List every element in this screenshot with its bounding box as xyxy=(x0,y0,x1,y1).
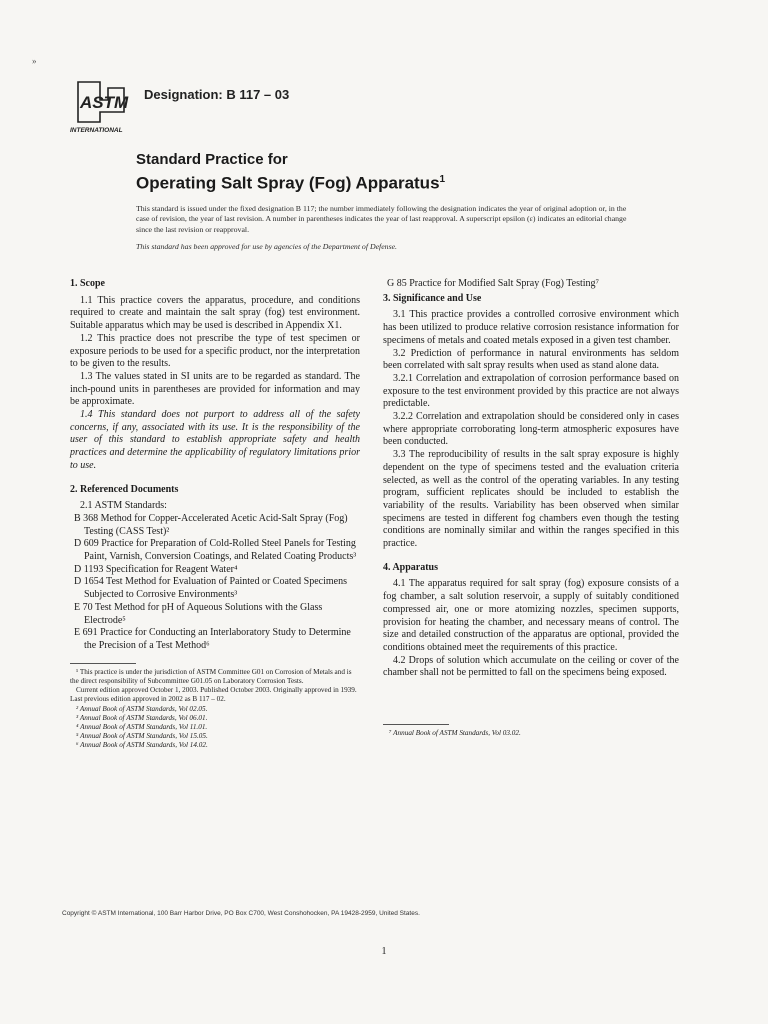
reference-item: D 609 Practice for Preparation of Cold-Rolled Steel Panels for Testing Paint, Varnish, Conversion Coatings, and Related Coating Products³ xyxy=(74,538,357,563)
paragraph-3-2-2: 3.2.2 Correlation and extrapolation should be considered only in cases where appropriate corroborating long-term atmospheric exposures have been conducted. xyxy=(383,411,679,448)
reference-item: B 368 Method for Copper-Accelerated Acetic Acid-Salt Spray (Fog) Testing (CASS Test)² xyxy=(74,512,348,537)
section-heading-apparatus: 4. Apparatus xyxy=(383,561,439,573)
document-header xyxy=(64,78,724,134)
svg-text:ASTM: ASTM xyxy=(80,93,129,112)
paragraph-4-2: 4.2 Drops of solution which accumulate on the ceiling or cover of the chamber shall not be permitted to fall on the specimens being exposed. xyxy=(383,654,679,679)
footnote: ² Annual Book of ASTM Standards, Vol 02.05. xyxy=(76,704,208,713)
title-footnote-mark: 1 xyxy=(439,174,446,185)
paragraph-3-2: 3.2 Prediction of performance in natural environments has seldom been correlated with salt spray results when used as stand alone data. xyxy=(383,347,679,372)
reference-item: D 1193 Specification for Reagent Water⁴ xyxy=(74,563,238,575)
paragraph-2-1: 2.1 ASTM Standards: xyxy=(80,500,167,512)
paragraph-1-3: 1.3 The values stated in SI units are to be regarded as standard. The inch-pound units in parentheses are provided for information and may be approximate. xyxy=(70,370,360,408)
section-heading-scope: 1. Scope xyxy=(70,278,105,289)
left-column xyxy=(70,278,360,751)
footnotes xyxy=(383,729,679,738)
reference-item: E 70 Test Method for pH of Aqueous Solutions with the Glass Electrode⁵ xyxy=(74,601,323,626)
scan-mark: » xyxy=(32,56,37,66)
copyright-line: Copyright © ASTM International, 100 Barr Harbor Drive, PO Box C700, West Conshohocken, PA 19428-2959, United States. xyxy=(62,910,420,917)
svg-text:INTERNATIONAL: INTERNATIONAL xyxy=(70,127,123,134)
right-column xyxy=(383,278,679,738)
footnotes xyxy=(70,668,360,751)
footnote: Current edition approved October 1, 2003. Published October 2003. Originally approved in 1939. Last previous edition approved in 2002 as B 117 – 02. xyxy=(70,686,357,704)
footnote: ⁴ Annual Book of ASTM Standards, Vol 11.01. xyxy=(76,722,208,731)
designation: Designation: B 117 – 03 xyxy=(144,87,290,102)
footnote: ⁷ Annual Book of ASTM Standards, Vol 03.02. xyxy=(389,729,521,738)
paragraph-3-3: 3.3 The reproducibility of results in the salt spray exposure is highly dependent on the type of specimens tested and the evaluation criteria selected, as well as the control of the operating variables. In any testing program, sufficient replicates should be included to establish the variability of the results. Variability has been observed when similar specimens are tested in different fog chambers even though the testing conditions are nominally similar and within the ranges specified in this practice. xyxy=(383,449,679,550)
section-heading-references: 2. Referenced Documents xyxy=(70,483,179,495)
title-text: Operating Salt Spray (Fog) Apparatus xyxy=(136,173,440,193)
paragraph-3-1: 3.1 This practice provides a controlled corrosive environment which has been utilized to produce relative corrosion resistance information for specimens of metals and coated metals exposed in a given test chamber. xyxy=(383,309,679,346)
title-line-2 xyxy=(136,169,656,194)
title-line-1: Standard Practice for xyxy=(136,151,288,168)
dod-note: This standard has been approved for use by agencies of the Department of Defense. xyxy=(136,242,398,252)
astm-logo-icon xyxy=(64,78,134,134)
title-block xyxy=(136,150,656,251)
footnote: ¹ This practice is under the jurisdiction of ASTM Committee G01 on Corrosion of Metals and is the direct responsibility of Subcommittee G01.05 on Laboratory Corrosion Tests. xyxy=(70,667,352,685)
section-heading-significance: 3. Significance and Use xyxy=(383,292,482,304)
paragraph-1-1: 1.1 This practice covers the apparatus, procedure, and conditions required to create and maintain the salt spray (fog) test environment. Suitable apparatus which may be used is described in Appendix X1. xyxy=(70,294,360,332)
issue-note: This standard is issued under the fixed designation B 117; the number immediately following the designation indicates the year of original adoption or, in the case of revision, the year of last revision. A number in parentheses indicates the year of last reapproval. A superscript epsilon (ε) indicates an editorial change since the last revision or reapproval. xyxy=(136,203,627,234)
reference-item: G 85 Practice for Modified Salt Spray (Fog) Testing⁷ xyxy=(387,278,600,289)
reference-item: E 691 Practice for Conducting an Interlaboratory Study to Determine the Precision of a Test Method⁶ xyxy=(74,627,351,651)
footnote: ⁶ Annual Book of ASTM Standards, Vol 14.02. xyxy=(76,741,208,750)
paragraph-1-2: 1.2 This practice does not prescribe the type of test specimen or exposure periods to be used for a specific product, nor the interpretation to be given to the results. xyxy=(70,332,360,370)
page-number: 1 xyxy=(381,946,387,957)
footnote-divider xyxy=(70,663,136,664)
footnote: ³ Annual Book of ASTM Standards, Vol 06.01. xyxy=(76,713,208,722)
footnote: ⁵ Annual Book of ASTM Standards, Vol 15.05. xyxy=(76,732,208,741)
footnote-divider xyxy=(383,724,449,725)
paragraph-3-2-1: 3.2.1 Correlation and extrapolation of corrosion performance based on exposure to the test environment provided by this practice are not always predictable. xyxy=(383,372,679,410)
reference-item: D 1654 Test Method for Evaluation of Painted or Coated Specimens Subjected to Corrosive Environments³ xyxy=(74,576,347,601)
paragraph-1-4: 1.4 This standard does not purport to address all of the safety concerns, if any, associated with its use. It is the responsibility of the user of this standard to establish appropriate safety and health practices and determine the applicability of regulatory limitations prior to use. xyxy=(70,409,360,471)
paragraph-4-1: 4.1 The apparatus required for salt spray (fog) exposure consists of a fog chamber, a salt solution reservoir, a supply of suitably conditioned compressed air, one or more atomizing nozzles, specimen supports, provision for heating the chamber, and necessary means of control. The size and detailed construction of the apparatus are optional, provided the conditions obtained meet the requirements of this practice. xyxy=(383,578,679,653)
